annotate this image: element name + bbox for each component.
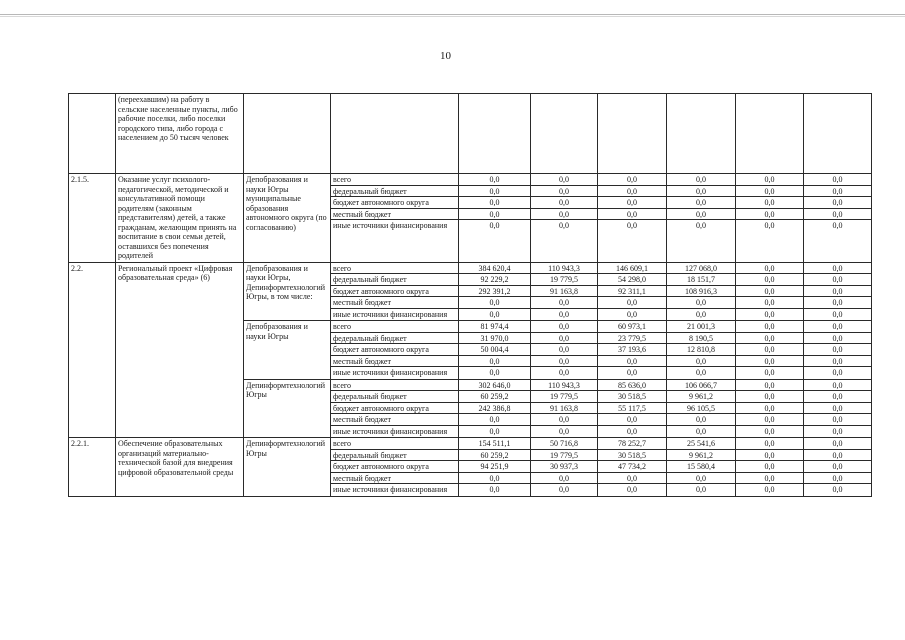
amount-cell	[736, 379, 804, 438]
amount-value: 384 620,4	[459, 263, 530, 275]
amount-cell	[736, 321, 804, 380]
amount-value: 8 190,5	[667, 333, 735, 345]
amount-value: 0,0	[804, 391, 871, 403]
funding-source-label: иные источники финансирования	[333, 309, 448, 319]
amount-value: 0,0	[598, 197, 666, 209]
amount-cell	[598, 174, 667, 263]
empty-cell	[598, 94, 667, 174]
amount-value: 0,0	[804, 263, 871, 275]
amount-value: 60 259,2	[459, 391, 530, 403]
amount-value: 91 163,8	[531, 286, 597, 298]
amount-cell	[598, 262, 667, 321]
amount-value: 92 229,2	[459, 274, 530, 286]
amount-value: 0,0	[804, 174, 871, 186]
amount-value: 0,0	[832, 485, 843, 494]
executor-cell: Депобразования и науки Югры, Депинформтехнологий Югры, в том числе:	[244, 262, 331, 321]
amount-value: 0,0	[804, 380, 871, 392]
amount-cell	[667, 438, 736, 497]
amount-cell	[804, 321, 872, 380]
amount-value: 78 252,7	[598, 438, 666, 450]
amount-cell	[667, 321, 736, 380]
amount-value: 0,0	[598, 174, 666, 186]
amount-value: 12 810,8	[667, 344, 735, 356]
funding-source-label: иные источники финансирования	[333, 485, 448, 494]
empty-cell	[331, 94, 459, 174]
funding-source-label: всего	[331, 174, 458, 186]
amount-value: 0,0	[804, 333, 871, 345]
amount-cell	[531, 174, 598, 263]
amount-value: 0,0	[667, 473, 735, 485]
amount-value: 0,0	[832, 368, 843, 377]
amount-value: 0,0	[598, 209, 666, 221]
amount-value: 0,0	[764, 485, 775, 494]
funding-source-cell	[331, 321, 459, 380]
funding-source-cell	[331, 438, 459, 497]
amount-cell	[736, 262, 804, 321]
amount-value: 0,0	[598, 356, 666, 368]
amount-value: 0,0	[736, 209, 803, 221]
amount-value: 106 066,7	[667, 380, 735, 392]
row-number-cell: 2.2.	[69, 262, 116, 438]
amount-value: 9 961,2	[667, 391, 735, 403]
amount-value: 0,0	[667, 209, 735, 221]
amount-value: 0,0	[736, 344, 803, 356]
amount-value: 146 609,1	[598, 263, 666, 275]
funding-source-label: федеральный бюджет	[331, 333, 458, 345]
amount-value: 0,0	[459, 209, 530, 221]
amount-value: 0,0	[804, 286, 871, 298]
amount-value: 0,0	[804, 197, 871, 209]
amount-value: 0,0	[459, 186, 530, 198]
amount-value: 0,0	[696, 221, 706, 230]
amount-value: 0,0	[804, 403, 871, 415]
amount-value: 47 734,2	[598, 461, 666, 473]
amount-value: 127 068,0	[667, 263, 735, 275]
amount-cell	[598, 438, 667, 497]
funding-source-label: всего	[331, 380, 458, 392]
amount-value: 0,0	[764, 309, 775, 319]
amount-value: 37 193,6	[598, 344, 666, 356]
amount-value: 19 779,5	[531, 450, 597, 462]
amount-value: 96 105,5	[667, 403, 735, 415]
amount-value: 0,0	[489, 368, 500, 377]
amount-cell	[459, 438, 531, 497]
funding-source-label: местный бюджет	[331, 297, 458, 309]
amount-value: 19 779,5	[531, 274, 597, 286]
amount-value: 0,0	[804, 344, 871, 356]
amount-cell	[667, 174, 736, 263]
amount-value: 21 001,3	[667, 321, 735, 333]
table-row	[69, 94, 872, 174]
empty-cell	[804, 94, 872, 174]
amount-value: 0,0	[559, 368, 569, 377]
amount-value: 0,0	[489, 309, 500, 319]
amount-value: 0,0	[559, 426, 569, 436]
amount-value: 0,0	[736, 321, 803, 333]
amount-value: 0,0	[531, 186, 597, 198]
amount-value: 54 298,0	[598, 274, 666, 286]
amount-value: 0,0	[489, 221, 500, 230]
amount-value: 154 511,1	[459, 438, 530, 450]
amount-cell	[598, 379, 667, 438]
amount-value: 0,0	[764, 221, 775, 230]
amount-value: 0,0	[531, 321, 597, 333]
scan-edge-line	[0, 16, 905, 17]
amount-cell	[667, 262, 736, 321]
amount-value: 110 943,3	[531, 380, 597, 392]
amount-value: 0,0	[736, 380, 803, 392]
amount-value: 0,0	[832, 426, 843, 436]
amount-value: 0,0	[598, 414, 666, 426]
amount-value: 0,0	[627, 309, 637, 319]
amount-value: 0,0	[736, 438, 803, 450]
amount-value: 0,0	[459, 473, 530, 485]
amount-value: 0,0	[627, 368, 637, 377]
amount-value: 0,0	[736, 473, 803, 485]
funding-source-label: местный бюджет	[331, 209, 458, 221]
executor-cell: Депобразования и науки Югры муниципальные образования автономного округа (по согласованию)	[244, 174, 331, 263]
table-row	[69, 174, 872, 263]
amount-value: 0,0	[531, 414, 597, 426]
amount-value: 30 518,5	[598, 391, 666, 403]
amount-value: 108 916,3	[667, 286, 735, 298]
amount-value: 0,0	[804, 274, 871, 286]
funding-source-cell	[331, 262, 459, 321]
amount-cell	[531, 438, 598, 497]
empty-cell	[531, 94, 598, 174]
amount-value: 0,0	[764, 426, 775, 436]
amount-cell	[804, 379, 872, 438]
amount-value: 60 973,1	[598, 321, 666, 333]
amount-value: 0,0	[832, 221, 843, 230]
amount-value: 0,0	[696, 485, 706, 494]
funding-source-label: иные источники финансирования	[333, 426, 448, 436]
amount-value: 0,0	[804, 356, 871, 368]
amount-value: 50 716,8	[531, 438, 597, 450]
amount-value: 25 541,6	[667, 438, 735, 450]
funding-source-label: всего	[331, 438, 458, 450]
amount-value: 0,0	[736, 403, 803, 415]
amount-value: 0,0	[531, 209, 597, 221]
amount-value: 0,0	[531, 297, 597, 309]
measure-name-cell: Оказание услуг психолого-педагогической, методической и консультативной помощи родителям (законным представителям) детей, а также гражданам, желающим принять на воспитание в свои семьи детей, оставшихся без попечения родителей	[116, 174, 244, 263]
amount-cell	[667, 379, 736, 438]
amount-value: 0,0	[804, 321, 871, 333]
amount-cell	[804, 438, 872, 497]
amount-cell	[531, 321, 598, 380]
amount-value: 0,0	[559, 309, 569, 319]
amount-value: 0,0	[667, 297, 735, 309]
amount-value: 0,0	[804, 461, 871, 473]
amount-value: 0,0	[736, 174, 803, 186]
amount-value: 0,0	[531, 356, 597, 368]
empty-cell	[244, 94, 331, 174]
amount-value: 50 004,4	[459, 344, 530, 356]
row-number-cell	[69, 94, 116, 174]
amount-value: 0,0	[804, 297, 871, 309]
amount-value: 0,0	[696, 426, 706, 436]
amount-cell	[736, 438, 804, 497]
amount-value: 0,0	[627, 221, 637, 230]
amount-value: 0,0	[627, 426, 637, 436]
scan-edge-line	[0, 14, 905, 15]
measure-name-cell: Региональный проект «Цифровая образовательная среда» (6)	[116, 262, 244, 438]
measure-name-cell: (переехавшим) на работу в сельские населенные пункты, либо рабочие поселки, либо поселки городского типа, либо города с населением до 50 тысяч человек	[116, 94, 244, 174]
amount-value: 0,0	[736, 263, 803, 275]
amount-value: 0,0	[531, 333, 597, 345]
funding-source-label: бюджет автономного округа	[331, 344, 458, 356]
amount-value: 0,0	[736, 286, 803, 298]
funding-source-cell	[331, 174, 459, 263]
empty-cell	[459, 94, 531, 174]
amount-value: 23 779,5	[598, 333, 666, 345]
amount-value: 0,0	[531, 473, 597, 485]
amount-value: 0,0	[598, 473, 666, 485]
budget-table	[68, 93, 872, 497]
amount-value: 31 970,0	[459, 333, 530, 345]
executor-cell: Депобразования и науки Югры	[244, 321, 331, 380]
amount-value: 15 580,4	[667, 461, 735, 473]
amount-value: 0,0	[459, 174, 530, 186]
amount-value: 0,0	[459, 297, 530, 309]
amount-value: 30 518,5	[598, 450, 666, 462]
funding-source-label: бюджет автономного округа	[331, 197, 458, 209]
amount-value: 94 251,9	[459, 461, 530, 473]
amount-cell	[459, 379, 531, 438]
amount-value: 0,0	[736, 333, 803, 345]
amount-cell	[598, 321, 667, 380]
funding-source-label: бюджет автономного округа	[331, 286, 458, 298]
amount-value: 0,0	[459, 197, 530, 209]
amount-value: 0,0	[736, 450, 803, 462]
amount-cell	[531, 379, 598, 438]
amount-value: 81 974,4	[459, 321, 530, 333]
amount-value: 0,0	[489, 426, 500, 436]
amount-value: 0,0	[459, 414, 530, 426]
funding-source-label: федеральный бюджет	[331, 450, 458, 462]
amount-value: 0,0	[804, 450, 871, 462]
amount-value: 292 391,2	[459, 286, 530, 298]
amount-cell	[459, 174, 531, 263]
amount-value: 85 636,0	[598, 380, 666, 392]
amount-value: 0,0	[804, 186, 871, 198]
amount-value: 0,0	[736, 356, 803, 368]
amount-value: 60 259,2	[459, 450, 530, 462]
amount-value: 0,0	[627, 485, 637, 494]
amount-value: 9 961,2	[667, 450, 735, 462]
funding-source-label: местный бюджет	[331, 356, 458, 368]
amount-value: 0,0	[736, 274, 803, 286]
measure-name-cell: Обеспечение образовательных организаций материально-технической базой для внедрения цифровой образовательной среды	[116, 438, 244, 497]
table-row	[69, 262, 872, 321]
funding-source-label: всего	[331, 321, 458, 333]
amount-value: 0,0	[667, 197, 735, 209]
amount-value: 0,0	[696, 309, 706, 319]
amount-value: 0,0	[736, 391, 803, 403]
amount-value: 0,0	[764, 368, 775, 377]
amount-value: 0,0	[804, 414, 871, 426]
funding-source-label: местный бюджет	[331, 414, 458, 426]
funding-source-label: иные источники финансирования	[333, 368, 448, 377]
funding-source-label: бюджет автономного округа	[331, 403, 458, 415]
amount-value: 0,0	[804, 209, 871, 221]
amount-value: 242 386,8	[459, 403, 530, 415]
amount-cell	[459, 321, 531, 380]
amount-cell	[736, 174, 804, 263]
amount-value: 30 937,3	[531, 461, 597, 473]
amount-value: 0,0	[559, 485, 569, 494]
funding-source-cell	[331, 379, 459, 438]
amount-cell	[804, 174, 872, 263]
amount-cell	[459, 262, 531, 321]
page-number: 10	[440, 50, 451, 62]
amount-value: 0,0	[736, 461, 803, 473]
amount-value: 0,0	[559, 221, 569, 230]
funding-source-label: федеральный бюджет	[331, 391, 458, 403]
amount-value: 0,0	[667, 356, 735, 368]
amount-value: 55 117,5	[598, 403, 666, 415]
amount-value: 0,0	[696, 368, 706, 377]
empty-cell	[736, 94, 804, 174]
row-number-cell: 2.2.1.	[69, 438, 116, 497]
amount-value: 0,0	[531, 174, 597, 186]
amount-value: 0,0	[804, 438, 871, 450]
funding-source-label: иные источники финансирования	[333, 221, 448, 230]
amount-value: 0,0	[736, 197, 803, 209]
amount-value: 0,0	[531, 197, 597, 209]
amount-value: 0,0	[736, 414, 803, 426]
funding-source-label: местный бюджет	[331, 473, 458, 485]
amount-value: 18 151,7	[667, 274, 735, 286]
funding-source-label: всего	[331, 263, 458, 275]
amount-cell	[531, 262, 598, 321]
amount-value: 0,0	[598, 297, 666, 309]
table-row	[69, 438, 872, 497]
amount-value: 0,0	[531, 344, 597, 356]
amount-value: 0,0	[736, 186, 803, 198]
amount-cell	[804, 262, 872, 321]
executor-cell: Депинформтехнологий Югры	[244, 379, 331, 438]
amount-value: 91 163,8	[531, 403, 597, 415]
amount-value: 0,0	[489, 485, 500, 494]
amount-value: 0,0	[598, 186, 666, 198]
amount-value: 0,0	[459, 356, 530, 368]
amount-value: 302 646,0	[459, 380, 530, 392]
funding-source-label: федеральный бюджет	[331, 186, 458, 198]
amount-value: 92 311,1	[598, 286, 666, 298]
amount-value: 0,0	[804, 473, 871, 485]
amount-value: 0,0	[667, 174, 735, 186]
amount-value: 110 943,3	[531, 263, 597, 275]
amount-value: 0,0	[736, 297, 803, 309]
amount-value: 0,0	[667, 186, 735, 198]
executor-cell: Депинформтехнологий Югры	[244, 438, 331, 497]
empty-cell	[667, 94, 736, 174]
row-number-cell: 2.1.5.	[69, 174, 116, 263]
funding-source-label: бюджет автономного округа	[331, 461, 458, 473]
funding-source-label: федеральный бюджет	[331, 274, 458, 286]
amount-value: 0,0	[667, 414, 735, 426]
amount-value: 0,0	[832, 309, 843, 319]
amount-value: 19 779,5	[531, 391, 597, 403]
